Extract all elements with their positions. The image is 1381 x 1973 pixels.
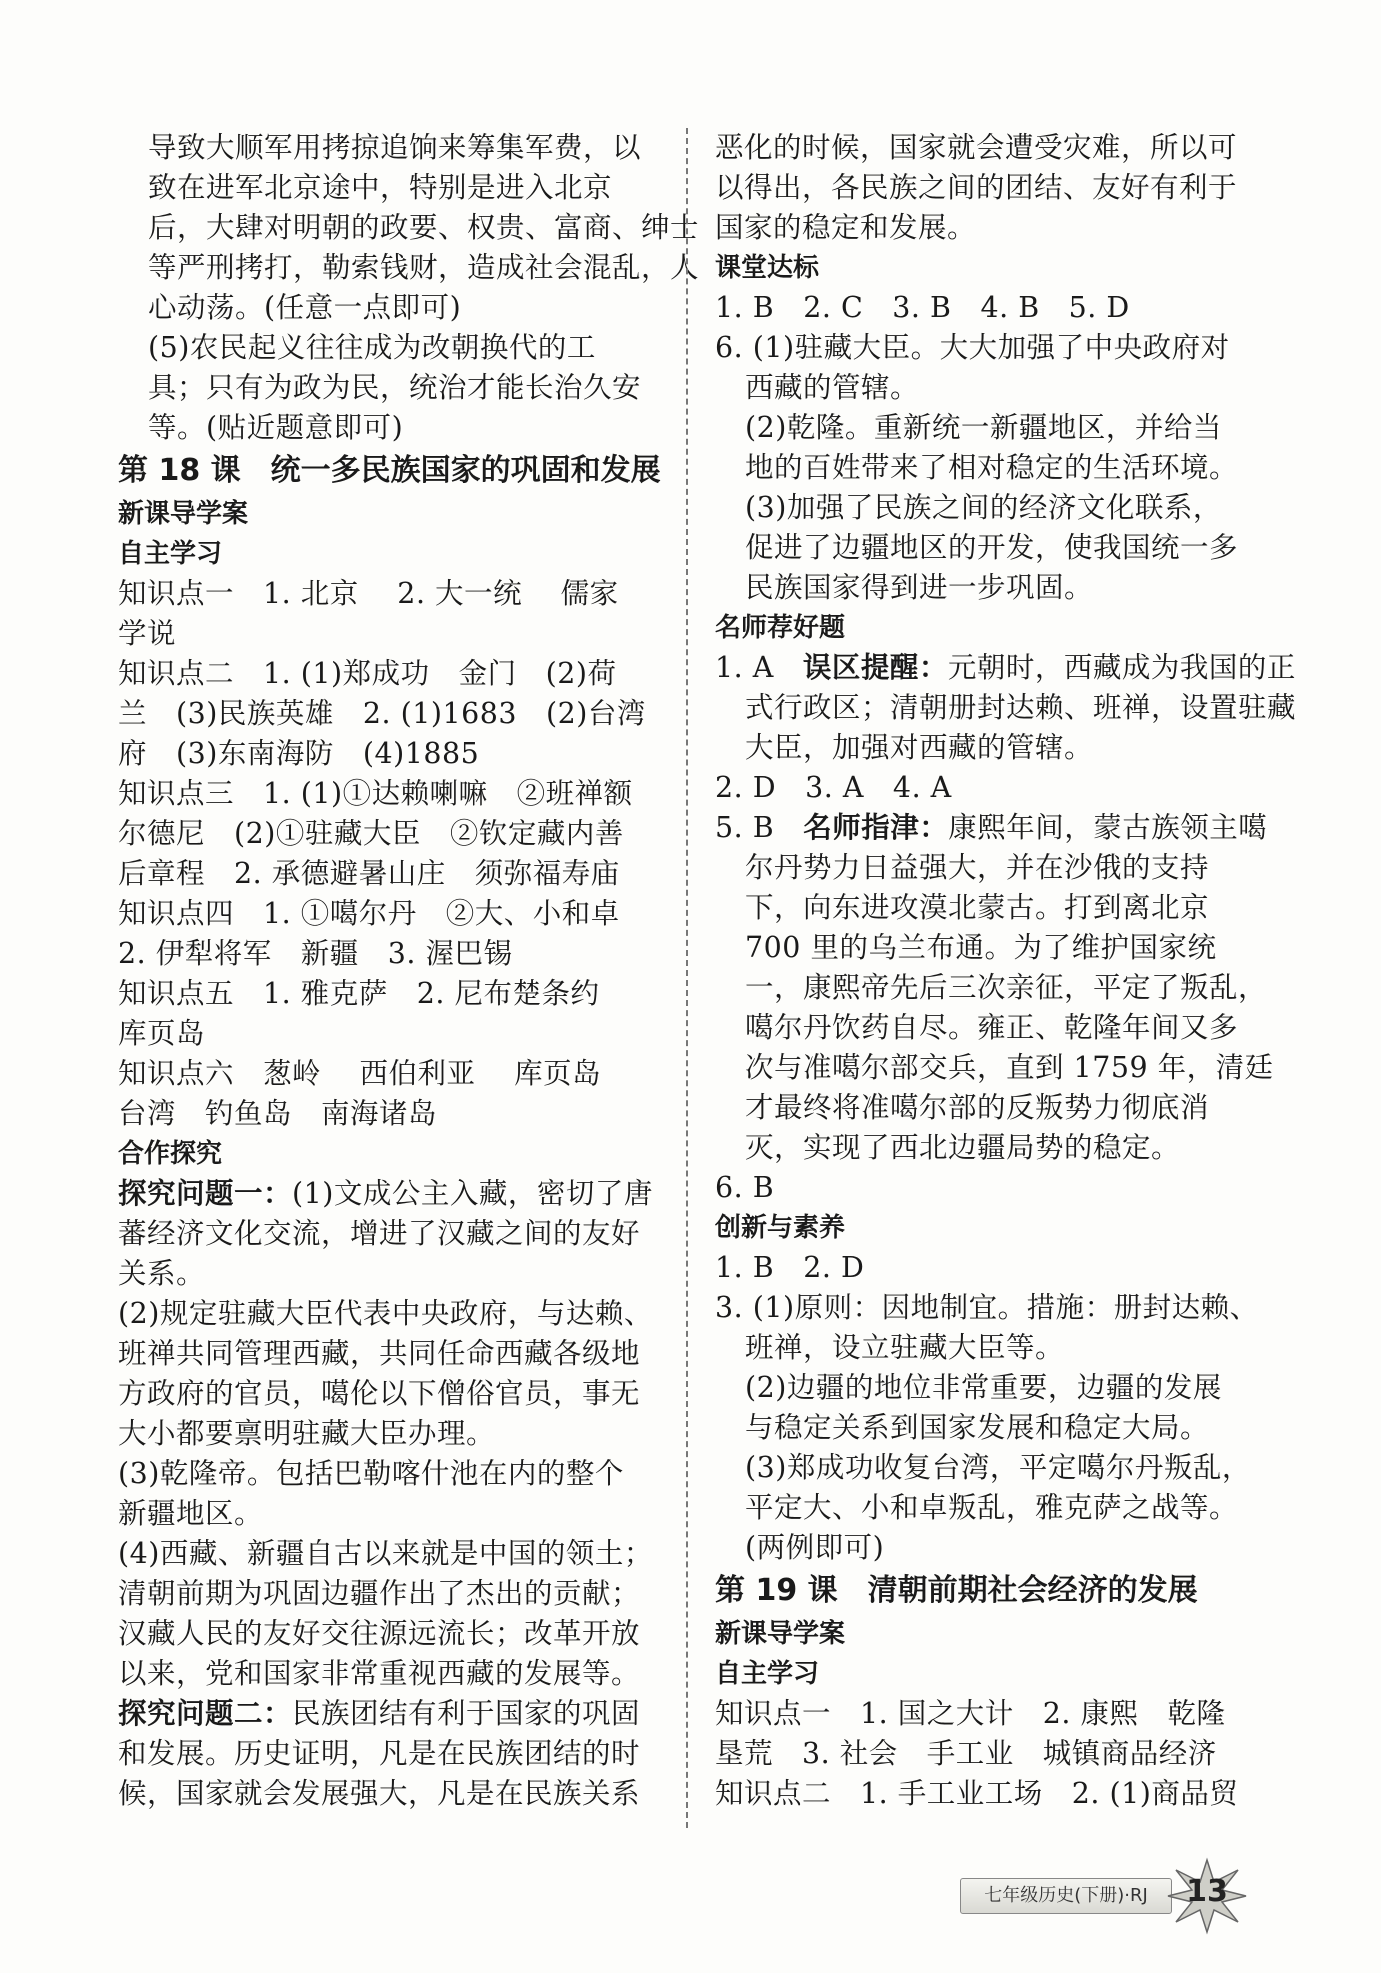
line-text: 等严刑拷打，勒索钱财，造成社会混乱，人: [148, 251, 700, 284]
line-text: 垦荒 3. 社会 手工业 城镇商品经济: [715, 1737, 1217, 1770]
line-text: 方政府的官员，噶伦以下僧俗官员，事无: [118, 1377, 641, 1410]
text-line: [715, 1734, 1260, 1774]
text-line: [715, 1368, 1260, 1408]
text-line: [118, 694, 663, 734]
text-line: [118, 574, 663, 614]
text-line: [118, 1414, 663, 1454]
text-line: [118, 1614, 663, 1654]
section-heading: 新课导学案: [118, 499, 249, 529]
line-text: 导致大顺军用拷掠追饷来筹集军费，以: [148, 131, 642, 164]
text-line: [715, 488, 1260, 528]
line-text: 具；只有为政为民，统治才能长治久安: [148, 371, 642, 404]
column-divider: [686, 128, 688, 1828]
line-text: 候，国家就会发展强大，凡是在民族关系: [118, 1777, 641, 1810]
section-heading: 新课导学案: [715, 1619, 846, 1649]
text-line: [118, 168, 663, 208]
text-line: [118, 1774, 663, 1814]
line-text: 大臣，加强对西藏的管辖。: [745, 731, 1094, 764]
line-text: (3)郑成功收复台湾，平定噶尔丹叛乱，: [745, 1451, 1251, 1484]
line-text: 尔丹势力日益强大，并在沙俄的支持: [745, 851, 1210, 884]
text-line: [715, 728, 1260, 768]
text-line: [715, 1488, 1260, 1528]
text-line: [118, 288, 663, 328]
text-line: [715, 1088, 1260, 1128]
text-line: [715, 648, 1296, 688]
text-line: [118, 1694, 663, 1734]
line-text: 新疆地区。: [118, 1497, 264, 1530]
line-text: 6. B: [715, 1171, 775, 1204]
text-line: [118, 1254, 663, 1294]
text-line: [118, 894, 663, 934]
text-line: [118, 1734, 663, 1774]
line-text: 民族国家得到进一步巩固。: [745, 571, 1094, 604]
line-text: 兰 (3)民族英雄 2. (1)1683 (2)台湾: [118, 697, 646, 730]
text-line: [715, 1448, 1260, 1488]
line-text: 促进了边疆地区的开发，使我国统一多: [745, 531, 1239, 564]
line-text: 知识点一 1. 北京 2. 大一统 儒家: [118, 577, 619, 610]
line-text: (4)西藏、新疆自古以来就是中国的领土；: [118, 1537, 653, 1570]
text-line: [118, 1374, 663, 1414]
line-text: 班禅，设立驻藏大臣等。: [745, 1331, 1065, 1364]
text-line: [715, 848, 1260, 888]
line-text: (3)加强了民族之间的经济文化联系，: [745, 491, 1222, 524]
text-line: [715, 1248, 1260, 1288]
text-line: [118, 368, 663, 408]
text-line: [118, 1294, 663, 1334]
line-text: (1)文成公主入藏，密切了唐: [292, 1177, 653, 1210]
line-text: 后，大肆对明朝的政要、权贵、富商、绅士: [148, 211, 700, 244]
line-text: 与稳定关系到国家发展和稳定大局。: [745, 1411, 1210, 1444]
text-line: [715, 328, 1260, 368]
line-text: 元朝时，西藏成为我国的正: [947, 651, 1296, 684]
text-line: [715, 768, 1260, 808]
line-text: 知识点二 1. 手工业工场 2. (1)商品贸: [715, 1777, 1239, 1810]
text-line: [715, 1774, 1260, 1814]
bold-label: 名师指津：: [803, 811, 949, 844]
text-line: [715, 968, 1268, 1008]
line-text: 才最终将准噶尔部的反叛势力彻底消: [745, 1091, 1210, 1124]
line-text: (2)边疆的地位非常重要，边疆的发展: [745, 1371, 1222, 1404]
line-text: 地的百姓带来了相对稳定的生活环境。: [745, 451, 1239, 484]
left-column: [118, 128, 700, 1814]
answer-prefix: 1. A: [715, 651, 803, 684]
line-text: 西藏的管辖。: [745, 371, 920, 404]
line-text: (5)农民起义往往成为改朝换代的工: [148, 331, 596, 364]
text-line: [118, 1534, 663, 1574]
line-text: 尔德尼 (2)①驻藏大臣 ②钦定藏内善: [118, 817, 624, 850]
text-line: [118, 854, 663, 894]
right-column: [715, 128, 1297, 1814]
text-line: [715, 888, 1260, 928]
text-line: [715, 368, 1260, 408]
text-line: [118, 248, 700, 288]
line-text: 知识点五 1. 雅克萨 2. 尼布楚条约: [118, 977, 600, 1010]
text-line: [715, 1008, 1260, 1048]
text-line: [118, 934, 663, 974]
line-text: 后章程 2. 承德避暑山庄 须弥福寿庙: [118, 857, 620, 890]
bold-label: 探究问题二：: [118, 1697, 293, 1730]
text-line: [715, 1048, 1274, 1088]
text-line: [118, 1014, 663, 1054]
line-text: 2. 伊犁将军 新疆 3. 渥巴锡: [118, 937, 513, 970]
text-line: [715, 808, 1268, 848]
text-line: [118, 1174, 663, 1214]
text-line: [118, 1094, 663, 1134]
line-text: 式行政区；清朝册封达赖、班禅，设置驻藏: [745, 691, 1297, 724]
line-text: 学说: [118, 617, 177, 650]
text-line: [715, 1328, 1260, 1368]
text-line: [118, 208, 700, 248]
line-text: 3. (1)原则：因地制宜。措施：册封达赖、: [715, 1291, 1259, 1324]
text-line: [715, 288, 1260, 328]
line-text: 700 里的乌兰布通。为了维护国家统: [745, 931, 1217, 964]
text-line: [118, 974, 663, 1014]
page-number: 13: [1186, 1874, 1228, 1909]
bold-label: 探究问题一：: [118, 1177, 293, 1210]
section-heading: 自主学习: [715, 1659, 820, 1689]
line-text: 等。(贴近题意即可): [148, 411, 404, 444]
text-line: [118, 328, 663, 368]
text-line: [715, 208, 1260, 248]
line-text: 恶化的时候，国家就会遭受灾难，所以可: [715, 131, 1238, 164]
line-text: 库页岛: [118, 1017, 206, 1050]
text-line: [118, 1334, 663, 1374]
line-text: 关系。: [118, 1257, 206, 1290]
text-line: [715, 928, 1260, 968]
section-heading: 自主学习: [118, 539, 223, 569]
section-heading: 合作探究: [118, 1139, 223, 1169]
text-line: [118, 1214, 663, 1254]
section-heading: 课堂达标: [715, 253, 820, 283]
line-text: 汉藏人民的友好交往源远流长；改革开放: [118, 1617, 641, 1650]
text-line: [118, 814, 663, 854]
text-line: [715, 168, 1260, 208]
text-line: [715, 448, 1260, 488]
line-text: 康熙年间，蒙古族领主噶: [948, 811, 1268, 844]
text-line: [715, 128, 1260, 168]
text-line: [118, 408, 663, 448]
text-line: [118, 1054, 663, 1094]
line-text: (两例即可): [745, 1531, 885, 1564]
text-line: [715, 408, 1260, 448]
text-line: [715, 568, 1260, 608]
line-text: 噶尔丹饮药自尽。雍正、乾隆年间又多: [745, 1011, 1239, 1044]
text-line: [715, 688, 1297, 728]
line-text: 1. B 2. C 3. B 4. B 5. D: [715, 291, 1130, 324]
text-line: [715, 1408, 1260, 1448]
text-line: [715, 1528, 1260, 1568]
text-line: [118, 1574, 663, 1614]
line-text: 知识点四 1. ①噶尔丹 ②大、小和卓: [118, 897, 620, 930]
text-line: [118, 1494, 663, 1534]
line-text: 灭，实现了西北边疆局势的稳定。: [745, 1131, 1181, 1164]
line-text: (3)乾隆帝。包括巴勒喀什池在内的整个: [118, 1457, 624, 1490]
text-line: [118, 128, 663, 168]
answer-prefix: 5. B: [715, 811, 804, 844]
line-text: 6. (1)驻藏大臣。大大加强了中央政府对: [715, 331, 1230, 364]
text-line: [118, 614, 663, 654]
section-heading: 创新与素养: [715, 1213, 846, 1243]
section-heading: 名师荐好题: [715, 613, 846, 643]
line-text: 知识点一 1. 国之大计 2. 康熙 乾隆: [715, 1697, 1226, 1730]
line-text: 民族团结有利于国家的巩固: [292, 1697, 641, 1730]
bold-label: 误区提醒：: [802, 651, 948, 684]
text-line: [715, 528, 1260, 568]
lesson-heading: 第 18 课 统一多民族国家的巩固和发展: [118, 453, 661, 488]
line-text: 和发展。历史证明，凡是在民族团结的时: [118, 1737, 641, 1770]
line-text: 国家的稳定和发展。: [715, 211, 977, 244]
line-text: 致在进军北京途中，特别是进入北京: [148, 171, 613, 204]
line-text: 班禅共同管理西藏，共同任命西藏各级地: [118, 1337, 641, 1370]
line-text: 以来，党和国家非常重视西藏的发展等。: [118, 1657, 641, 1690]
line-text: 2. D 3. A 4. A: [715, 771, 952, 804]
line-text: 知识点三 1. (1)①达赖喇嘛 ②班禅额: [118, 777, 633, 810]
line-text: 一，康熙帝先后三次亲征，平定了叛乱，: [745, 971, 1268, 1004]
line-text: 清朝前期为巩固边疆作出了杰出的贡献；: [118, 1577, 641, 1610]
line-text: 台湾 钓鱼岛 南海诸岛: [118, 1097, 438, 1130]
line-text: 1. B 2. D: [715, 1251, 865, 1284]
line-text: 蕃经济文化交流，增进了汉藏之间的友好: [118, 1217, 641, 1250]
text-line: [118, 734, 663, 774]
line-text: 心动荡。(任意一点即可): [148, 291, 462, 324]
line-text: (2)乾隆。重新统一新疆地区，并给当: [745, 411, 1222, 444]
footer-label: 七年级历史(下册)·RJ: [960, 1878, 1172, 1914]
text-line: [715, 1168, 1260, 1208]
text-line: [715, 1694, 1260, 1734]
text-line: [715, 1288, 1260, 1328]
line-text: 下，向东进攻漠北蒙古。打到离北京: [745, 891, 1210, 924]
page-number-badge: [1168, 1860, 1246, 1932]
text-line: [118, 654, 663, 694]
line-text: 知识点二 1. (1)郑成功 金门 (2)荷: [118, 657, 617, 690]
text-line: [118, 1454, 663, 1494]
line-text: 知识点六 葱岭 西伯利亚 库页岛: [118, 1057, 602, 1090]
line-text: (2)规定驻藏大臣代表中央政府，与达赖、: [118, 1297, 653, 1330]
line-text: 府 (3)东南海防 (4)1885: [118, 737, 480, 770]
lesson-heading: 第 19 课 清朝前期社会经济的发展: [715, 1573, 1198, 1608]
line-text: 大小都要禀明驻藏大臣办理。: [118, 1417, 496, 1450]
line-text: 平定大、小和卓叛乱，雅克萨之战等。: [745, 1491, 1239, 1524]
text-line: [118, 774, 663, 814]
text-line: [715, 1128, 1260, 1168]
line-text: 以得出，各民族之间的团结、友好有利于: [715, 171, 1238, 204]
text-line: [118, 1654, 663, 1694]
line-text: 次与准噶尔部交兵，直到 1759 年，清廷: [745, 1051, 1274, 1084]
